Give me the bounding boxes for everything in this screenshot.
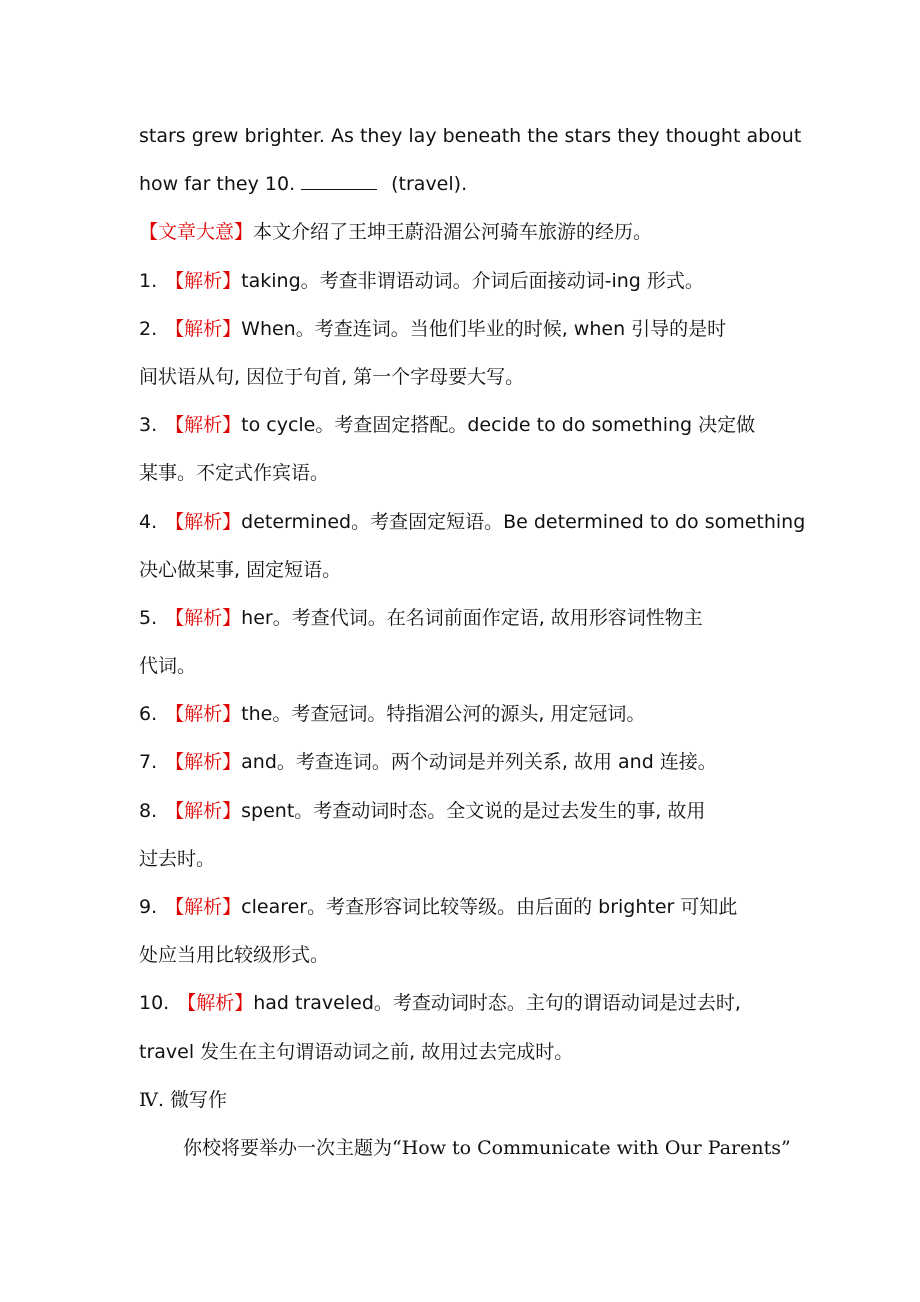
- answer-blank: [301, 175, 377, 190]
- analysis-tag: 【解析】: [165, 896, 242, 918]
- analysis-text: travel 发生在主句谓语动词之前, 故用过去完成时。: [139, 1040, 574, 1063]
- item-number: 10.: [139, 992, 170, 1015]
- item-number: 8.: [139, 799, 158, 822]
- answer-item: [139, 690, 799, 738]
- answer-item: [139, 787, 799, 835]
- section-heading: Ⅳ. 微写作: [139, 1088, 228, 1111]
- summary: [139, 208, 799, 256]
- item-number: 5.: [139, 606, 158, 629]
- answer-item-continuation: [139, 642, 799, 690]
- analysis-text: 代词。: [139, 655, 197, 678]
- passage-line: [139, 160, 799, 208]
- answer-item: [139, 257, 799, 305]
- analysis-text: 决心做某事, 固定短语。: [139, 558, 342, 581]
- answer-item-continuation: [139, 353, 799, 401]
- item-number: 3.: [139, 414, 158, 437]
- analysis-text: and。考查连词。两个动词是并列关系, 故用 and 连接。: [241, 751, 717, 774]
- analysis-tag: 【解析】: [165, 317, 242, 340]
- analysis-text: taking。考查非谓语动词。介词后面接动词-ing 形式。: [241, 269, 704, 292]
- passage-text: (travel).: [391, 173, 468, 196]
- analysis-text: clearer。考查形容词比较等级。由后面的 brighter 可知此: [241, 896, 738, 918]
- item-number: 7.: [139, 751, 158, 774]
- answer-item-continuation: [139, 546, 799, 594]
- item-number: 6.: [139, 703, 158, 726]
- analysis-tag: 【解析】: [165, 799, 242, 822]
- analysis-text: the。考查冠词。特指湄公河的源头, 用定冠词。: [241, 703, 646, 726]
- analysis-text: had traveled。考查动词时态。主句的谓语动词是过去时,: [253, 992, 741, 1015]
- analysis-text: spent。考查动词时态。全文说的是过去发生的事, 故用: [241, 799, 706, 822]
- answer-item-continuation: [139, 931, 799, 979]
- answer-item-continuation: [139, 449, 799, 497]
- analysis-text: 处应当用比较级形式。: [139, 944, 330, 967]
- analysis-text: to cycle。考查固定搭配。decide to do something 决定做: [241, 414, 756, 437]
- answer-item: [139, 305, 799, 353]
- analysis-tag: 【解析】: [165, 606, 242, 629]
- item-number: 1.: [139, 269, 158, 292]
- item-number: 9.: [139, 896, 158, 918]
- answer-list: [139, 257, 806, 1076]
- passage-line: stars grew brighter. As they lay beneath the stars they thought about: [139, 125, 802, 147]
- answer-item-continuation: [139, 1028, 799, 1076]
- answer-item: [139, 594, 799, 642]
- analysis-text: determined。考查固定短语。Be determined to do something: [241, 510, 806, 533]
- analysis-text: When。考查连词。当他们毕业的时候, when 引导的是时: [241, 317, 727, 340]
- answer-item-continuation: [139, 835, 799, 883]
- analysis-tag: 【解析】: [165, 414, 242, 437]
- document-page: [139, 112, 806, 1172]
- writing-prompt: 你校将要举办一次主题为“How to Communicate with Our Parents”: [183, 1136, 791, 1159]
- answer-item: [139, 738, 799, 786]
- analysis-tag: 【解析】: [165, 703, 242, 726]
- answer-item: [139, 979, 799, 1027]
- answer-item: [139, 498, 806, 546]
- analysis-tag: 【解析】: [177, 992, 254, 1015]
- analysis-text: 过去时。: [139, 847, 216, 870]
- summary-text: 本文介绍了王坤王蔚沿湄公河骑车旅游的经历。: [253, 221, 653, 244]
- summary-tag: 【文章大意】: [139, 221, 254, 244]
- analysis-tag: 【解析】: [165, 510, 242, 533]
- item-number: 2.: [139, 317, 158, 340]
- analysis-tag: 【解析】: [165, 751, 242, 774]
- analysis-text: 间状语从句, 因位于句首, 第一个字母要大写。: [139, 365, 525, 388]
- item-number: 4.: [139, 510, 158, 533]
- answer-item: [139, 401, 799, 449]
- analysis-text: 某事。不定式作宾语。: [139, 462, 330, 485]
- analysis-tag: 【解析】: [165, 269, 242, 292]
- passage-text: how far they 10.: [139, 173, 296, 196]
- answer-item: [139, 883, 799, 931]
- analysis-text: her。考查代词。在名词前面作定语, 故用形容词性物主: [241, 606, 703, 629]
